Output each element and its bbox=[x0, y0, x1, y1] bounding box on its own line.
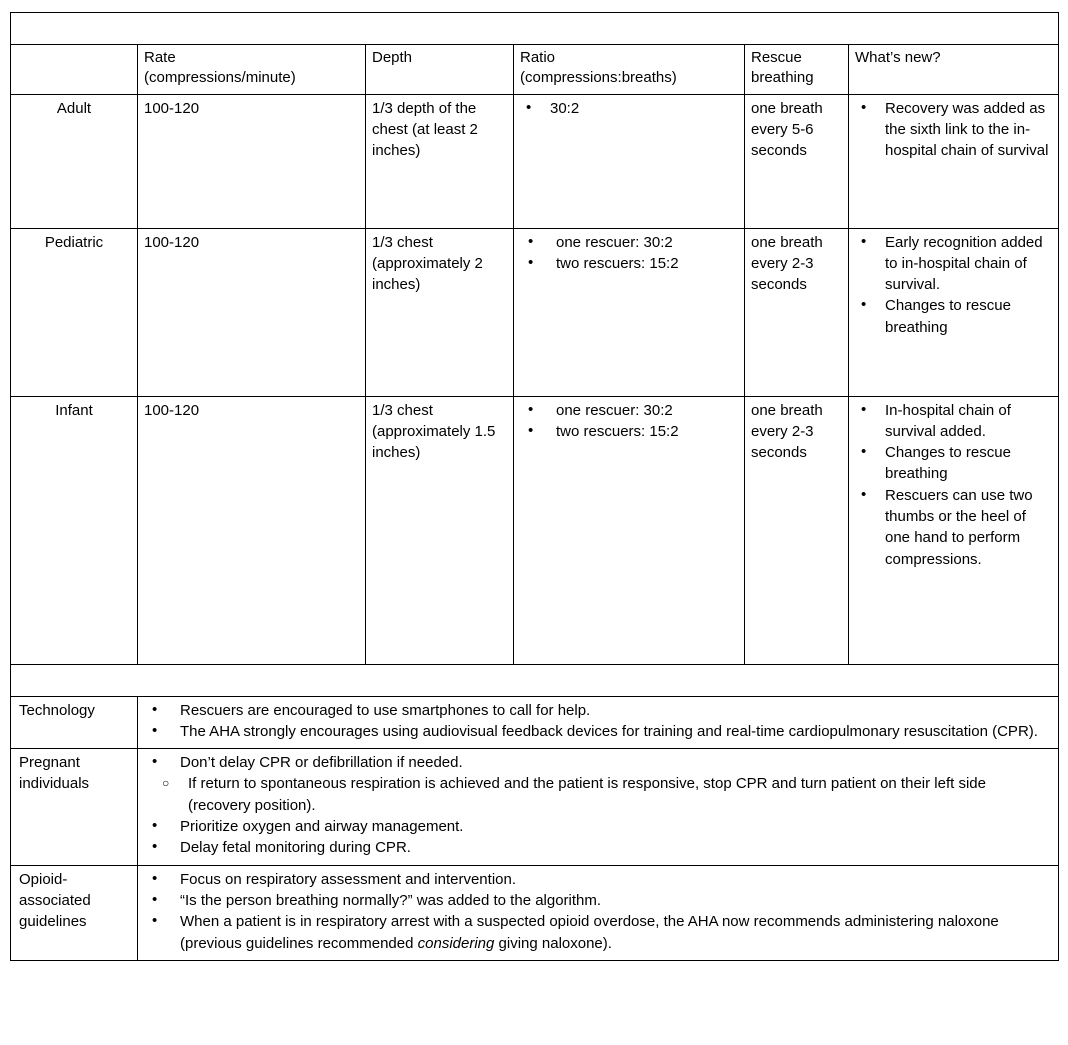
opioid-bullet3-part2: giving naloxone). bbox=[494, 934, 612, 952]
list-item: • two rescuers: 15:2 bbox=[552, 253, 738, 274]
bls-guidelines-table bbox=[10, 12, 1059, 961]
list-item: • one rescuer: 30:2 bbox=[552, 400, 738, 421]
header-depth bbox=[366, 45, 514, 95]
header-whats-new-title: What’s new? bbox=[855, 49, 941, 66]
adult-whats-new-list bbox=[855, 98, 1052, 162]
header-rescue-breathing bbox=[745, 45, 849, 95]
list-item: • Delay fetal monitoring during CPR. bbox=[176, 837, 1052, 858]
infant-whats-new bbox=[849, 396, 1059, 664]
infant-ratio bbox=[514, 396, 745, 664]
pregnant-content bbox=[138, 749, 1059, 865]
infant-rate: 100-120 bbox=[138, 396, 366, 664]
list-item: • Changes to rescue breathing bbox=[881, 295, 1052, 338]
opioid-label-line2: associated bbox=[19, 891, 91, 909]
list-item: • Focus on respiratory assessment and intervention. bbox=[176, 869, 1052, 890]
pregnant-list bbox=[144, 752, 1052, 773]
adult-rescue-breathing: one breath every 5-6 seconds bbox=[745, 94, 849, 228]
list-item: • one rescuer: 30:2 bbox=[552, 232, 738, 253]
adult-whats-new bbox=[849, 94, 1059, 228]
technology-content bbox=[138, 696, 1059, 749]
header-rate-subtitle: (compressions/minute) bbox=[144, 68, 296, 86]
table-row-infant bbox=[11, 396, 1059, 664]
list-item: • The AHA strongly encourages using audiovisual feedback devices for training and real-time cardiopulmonary resuscitation (CPR). bbox=[176, 721, 1052, 742]
header-ratio-subtitle: (compressions:breaths) bbox=[520, 68, 677, 86]
table-row-adult bbox=[11, 94, 1059, 228]
technology-list bbox=[144, 700, 1052, 743]
pediatric-ratio bbox=[514, 228, 745, 396]
pregnant-label-line2: individuals bbox=[19, 775, 90, 793]
infant-whats-new-list bbox=[855, 400, 1052, 570]
main-banner-row bbox=[11, 13, 1059, 45]
list-item: • 30:2 bbox=[546, 98, 738, 119]
list-item bbox=[176, 911, 1052, 954]
adult-depth: 1/3 depth of the chest (at least 2 inches) bbox=[366, 94, 514, 228]
opioid-bullet3-part1: When a patient is in respiratory arrest with a suspected opioid overdose, the AHA now recommends administering naloxone (previous guidelines recommended bbox=[180, 913, 999, 952]
table-row-opioid-associated-guidelines bbox=[11, 865, 1059, 960]
row-label-technology: Technology bbox=[11, 696, 138, 749]
list-item: • In-hospital chain of survival added. bbox=[881, 400, 1052, 443]
list-item: • Early recognition added to in-hospital chain of survival. bbox=[881, 232, 1052, 296]
table-row-pediatric bbox=[11, 228, 1059, 396]
header-rescue-line2: breathing bbox=[751, 68, 814, 86]
infant-rescue-breathing: one breath every 2-3 seconds bbox=[745, 396, 849, 664]
adult-ratio-list bbox=[520, 98, 738, 119]
list-item: ○ If return to spontaneous respiration is achieved and the patient is responsive, stop CPR and turn patient on their left side (recovery position). bbox=[184, 773, 1052, 816]
pediatric-ratio-list bbox=[520, 232, 738, 275]
table-row-pregnant-individuals bbox=[11, 749, 1059, 865]
row-label-adult: Adult bbox=[11, 94, 138, 228]
pediatric-rate: 100-120 bbox=[138, 228, 366, 396]
infant-ratio-list bbox=[520, 400, 738, 443]
list-item: • Rescuers can use two thumbs or the heel of one hand to perform compressions. bbox=[881, 485, 1052, 570]
header-rescue-line1: Rescue bbox=[751, 49, 802, 66]
main-banner-title: 2020 BLS guidelines and updates bbox=[11, 13, 1059, 45]
row-label-opioid-associated-guidelines bbox=[11, 865, 138, 960]
list-item: • Changes to rescue breathing bbox=[881, 442, 1052, 485]
pediatric-whats-new bbox=[849, 228, 1059, 396]
pregnant-label-line1: Pregnant bbox=[19, 754, 80, 772]
header-blank bbox=[11, 45, 138, 95]
list-item: • Recovery was added as the sixth link to the in-hospital chain of survival bbox=[881, 98, 1052, 162]
infant-depth: 1/3 chest (approximately 1.5 inches) bbox=[366, 396, 514, 664]
row-label-pregnant-individuals bbox=[11, 749, 138, 865]
additional-updates-banner-row bbox=[11, 664, 1059, 696]
pediatric-rescue-breathing: one breath every 2-3 seconds bbox=[745, 228, 849, 396]
table-row-technology bbox=[11, 696, 1059, 749]
header-whats-new bbox=[849, 45, 1059, 95]
adult-rate: 100-120 bbox=[138, 94, 366, 228]
opioid-list bbox=[144, 869, 1052, 954]
pregnant-list-continued bbox=[144, 816, 1052, 859]
pediatric-whats-new-list bbox=[855, 232, 1052, 338]
list-item: • Rescuers are encouraged to use smartphones to call for help. bbox=[176, 700, 1052, 721]
pediatric-depth: 1/3 chest (approximately 2 inches) bbox=[366, 228, 514, 396]
header-depth-title: Depth bbox=[372, 49, 413, 66]
header-ratio-title: Ratio bbox=[520, 49, 556, 66]
opioid-label-line1: Opioid- bbox=[19, 870, 68, 888]
opioid-bullet3-emphasis: considering bbox=[417, 934, 495, 952]
list-item: • Don’t delay CPR or defibrillation if needed. bbox=[176, 752, 1052, 773]
list-item: • two rescuers: 15:2 bbox=[552, 421, 738, 442]
list-item: • “Is the person breathing normally?” was added to the algorithm. bbox=[176, 890, 1052, 911]
opioid-content bbox=[138, 865, 1059, 960]
opioid-label-line3: guidelines bbox=[19, 913, 87, 931]
row-label-pediatric: Pediatric bbox=[11, 228, 138, 396]
header-rate-title: Rate bbox=[144, 49, 176, 66]
list-item: • Prioritize oxygen and airway management. bbox=[176, 816, 1052, 837]
adult-ratio bbox=[514, 94, 745, 228]
column-header-row bbox=[11, 45, 1059, 95]
header-ratio bbox=[514, 45, 745, 95]
header-rate bbox=[138, 45, 366, 95]
row-label-infant: Infant bbox=[11, 396, 138, 664]
pregnant-sublist bbox=[144, 773, 1052, 816]
additional-updates-banner-title: Additional updates bbox=[11, 664, 1059, 696]
